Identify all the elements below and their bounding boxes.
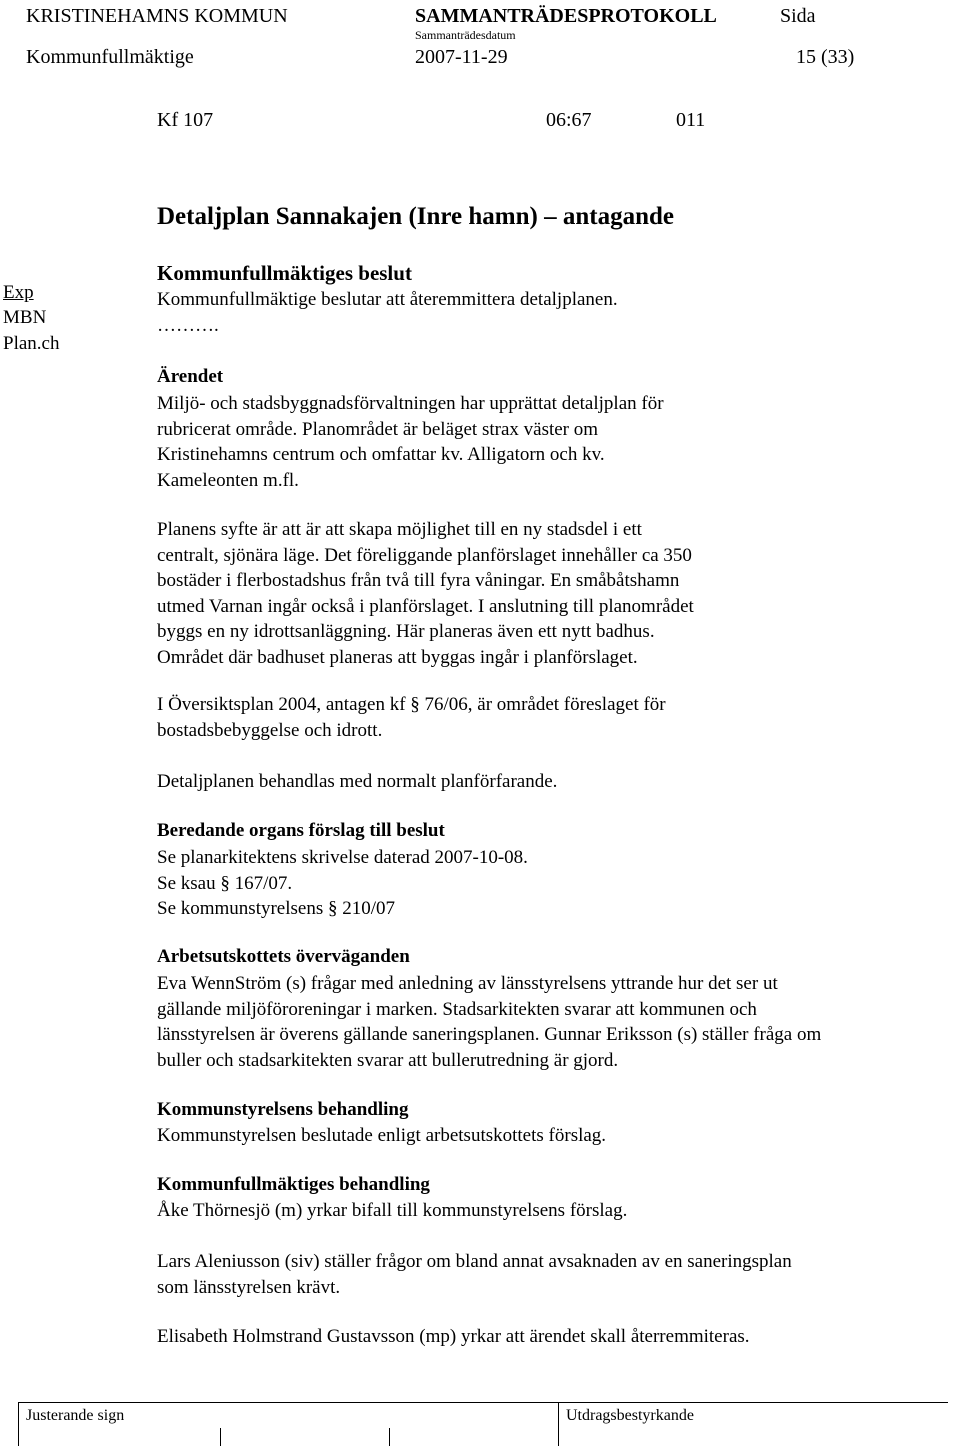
text-line: Se kommunstyrelsens § 210/07: [157, 898, 396, 919]
footer-divider: [18, 1402, 948, 1403]
text-line: bostäder i flerbostadshus från två till fyra våningar. En småbåtshamn: [157, 570, 680, 591]
page-number: 15 (33): [796, 46, 855, 68]
proposal-heading: Beredande organs förslag till beslut: [157, 820, 445, 841]
signature-box-divider: [220, 1428, 221, 1446]
procedure-paragraph: [157, 769, 947, 795]
text-line: Miljö- och stadsbyggnadsförvaltningen har upprättat detaljplan för: [157, 393, 664, 414]
text-line: Kristinehamns centrum och omfattar kv. Alligatorn och kv.: [157, 444, 605, 465]
text-line: Lars Aleniusson (siv) ställer frågor om bland annat avsaknaden av en saneringsplan: [157, 1251, 792, 1272]
aleniusson-paragraph: [157, 1249, 947, 1300]
footer-left-border: [18, 1402, 19, 1446]
municipality-name: KRISTINEHAMNS KOMMUN: [26, 5, 288, 27]
text-line: byggs en ny idrottsanläggning. Här planeras även ett nytt badhus.: [157, 621, 655, 642]
text-line: gällande miljöföroreningar i marken. Stadsarkitekten svarar att kommunen och: [157, 998, 757, 1020]
footer-right-border: [558, 1402, 559, 1446]
committee-paragraph: [157, 971, 947, 1073]
ks-heading: Kommunstyrelsens behandling: [157, 1099, 409, 1120]
text-line: centralt, sjönära läge. Det föreliggande planförslaget innehåller ca 350: [157, 544, 692, 566]
text-line: buller och stadsarkitekten svarar att bullerutredning är gjord.: [157, 1049, 619, 1071]
case-paragraph: [157, 391, 947, 493]
recipient-planch: Plan.ch: [3, 333, 60, 354]
diary-number: 06:67: [546, 109, 592, 131]
recipient-mbn: MBN: [3, 307, 47, 328]
archive-code: 011: [676, 109, 706, 131]
text-line: Se ksau § 167/07.: [157, 872, 293, 894]
text-line: utmed Varnan ingår också i planförslaget. I anslutning till planområdet: [157, 595, 694, 617]
text-line: som länsstyrelsen krävt.: [157, 1276, 341, 1298]
ellipsis-divider: ……….: [157, 314, 219, 336]
assembly-name: Kommunfullmäktige: [26, 46, 194, 68]
text-line: Detaljplanen behandlas med normalt planförfarande.: [157, 771, 558, 792]
text-line: Kommunstyrelsen beslutade enligt arbetsutskottets förslag.: [157, 1125, 607, 1146]
text-line: Åke Thörnesjö (m) yrkar bifall till kommunstyrelsens förslag.: [157, 1200, 628, 1221]
expedition-label: Exp: [3, 282, 34, 303]
ks-paragraph: [157, 1123, 947, 1149]
paragraph-number: Kf 107: [157, 109, 214, 131]
meeting-date: 2007-11-29: [415, 46, 508, 68]
purpose-paragraph: [157, 517, 947, 670]
text-line: Planens syfte är att är att skapa möjlighet till en ny stadsdel i ett: [157, 519, 642, 540]
text-line: Området där badhuset planeras att byggas ingår i planförslaget.: [157, 646, 638, 668]
decision-line: Kommunfullmäktige beslutar att återemmittera detaljplanen.: [157, 289, 618, 310]
text-line: rubricerat område. Planområdet är beläget strax väster om: [157, 418, 599, 440]
signature-box-divider: [389, 1428, 390, 1446]
decision-heading: Kommunfullmäktiges beslut: [157, 261, 412, 285]
document-type: SAMMANTRÄDESPROTOKOLL: [415, 5, 717, 27]
text-line: länsstyrelsen är överens gällande saneringsplanen. Gunnar Eriksson (s) ställer fråga om: [157, 1024, 822, 1045]
footer-left-label: Justerande sign: [26, 1407, 125, 1424]
holmstrand-paragraph: [157, 1324, 947, 1350]
case-heading: Ärendet: [157, 366, 224, 387]
footer-right-label: Utdragsbestyrkande: [566, 1407, 694, 1424]
text-line: Elisabeth Holmstrand Gustavsson (mp) yrkar att ärendet skall återremmiteras.: [157, 1326, 750, 1347]
text-line: Kameleonten m.fl.: [157, 469, 299, 491]
text-line: Se planarkitektens skrivelse daterad 2007-10-08.: [157, 847, 528, 868]
page-title: Detaljplan Sannakajen (Inre hamn) – antagande: [157, 203, 674, 230]
text-line: Eva WennStröm (s) frågar med anledning av länsstyrelsens yttrande hur det ser ut: [157, 973, 778, 994]
text-line: I Översiktsplan 2004, antagen kf § 76/06, är området föreslaget för: [157, 694, 666, 715]
proposal-paragraph: [157, 845, 947, 922]
kf-heading: Kommunfullmäktiges behandling: [157, 1174, 430, 1195]
text-line: bostadsbebyggelse och idrott.: [157, 719, 383, 741]
page-label: Sida: [780, 5, 816, 27]
committee-heading: Arbetsutskottets överväganden: [157, 946, 410, 967]
overview-paragraph: [157, 692, 947, 743]
kf-paragraph: [157, 1198, 947, 1224]
decision-text: [157, 287, 947, 338]
meeting-date-label: Sammanträdesdatum: [415, 28, 516, 42]
